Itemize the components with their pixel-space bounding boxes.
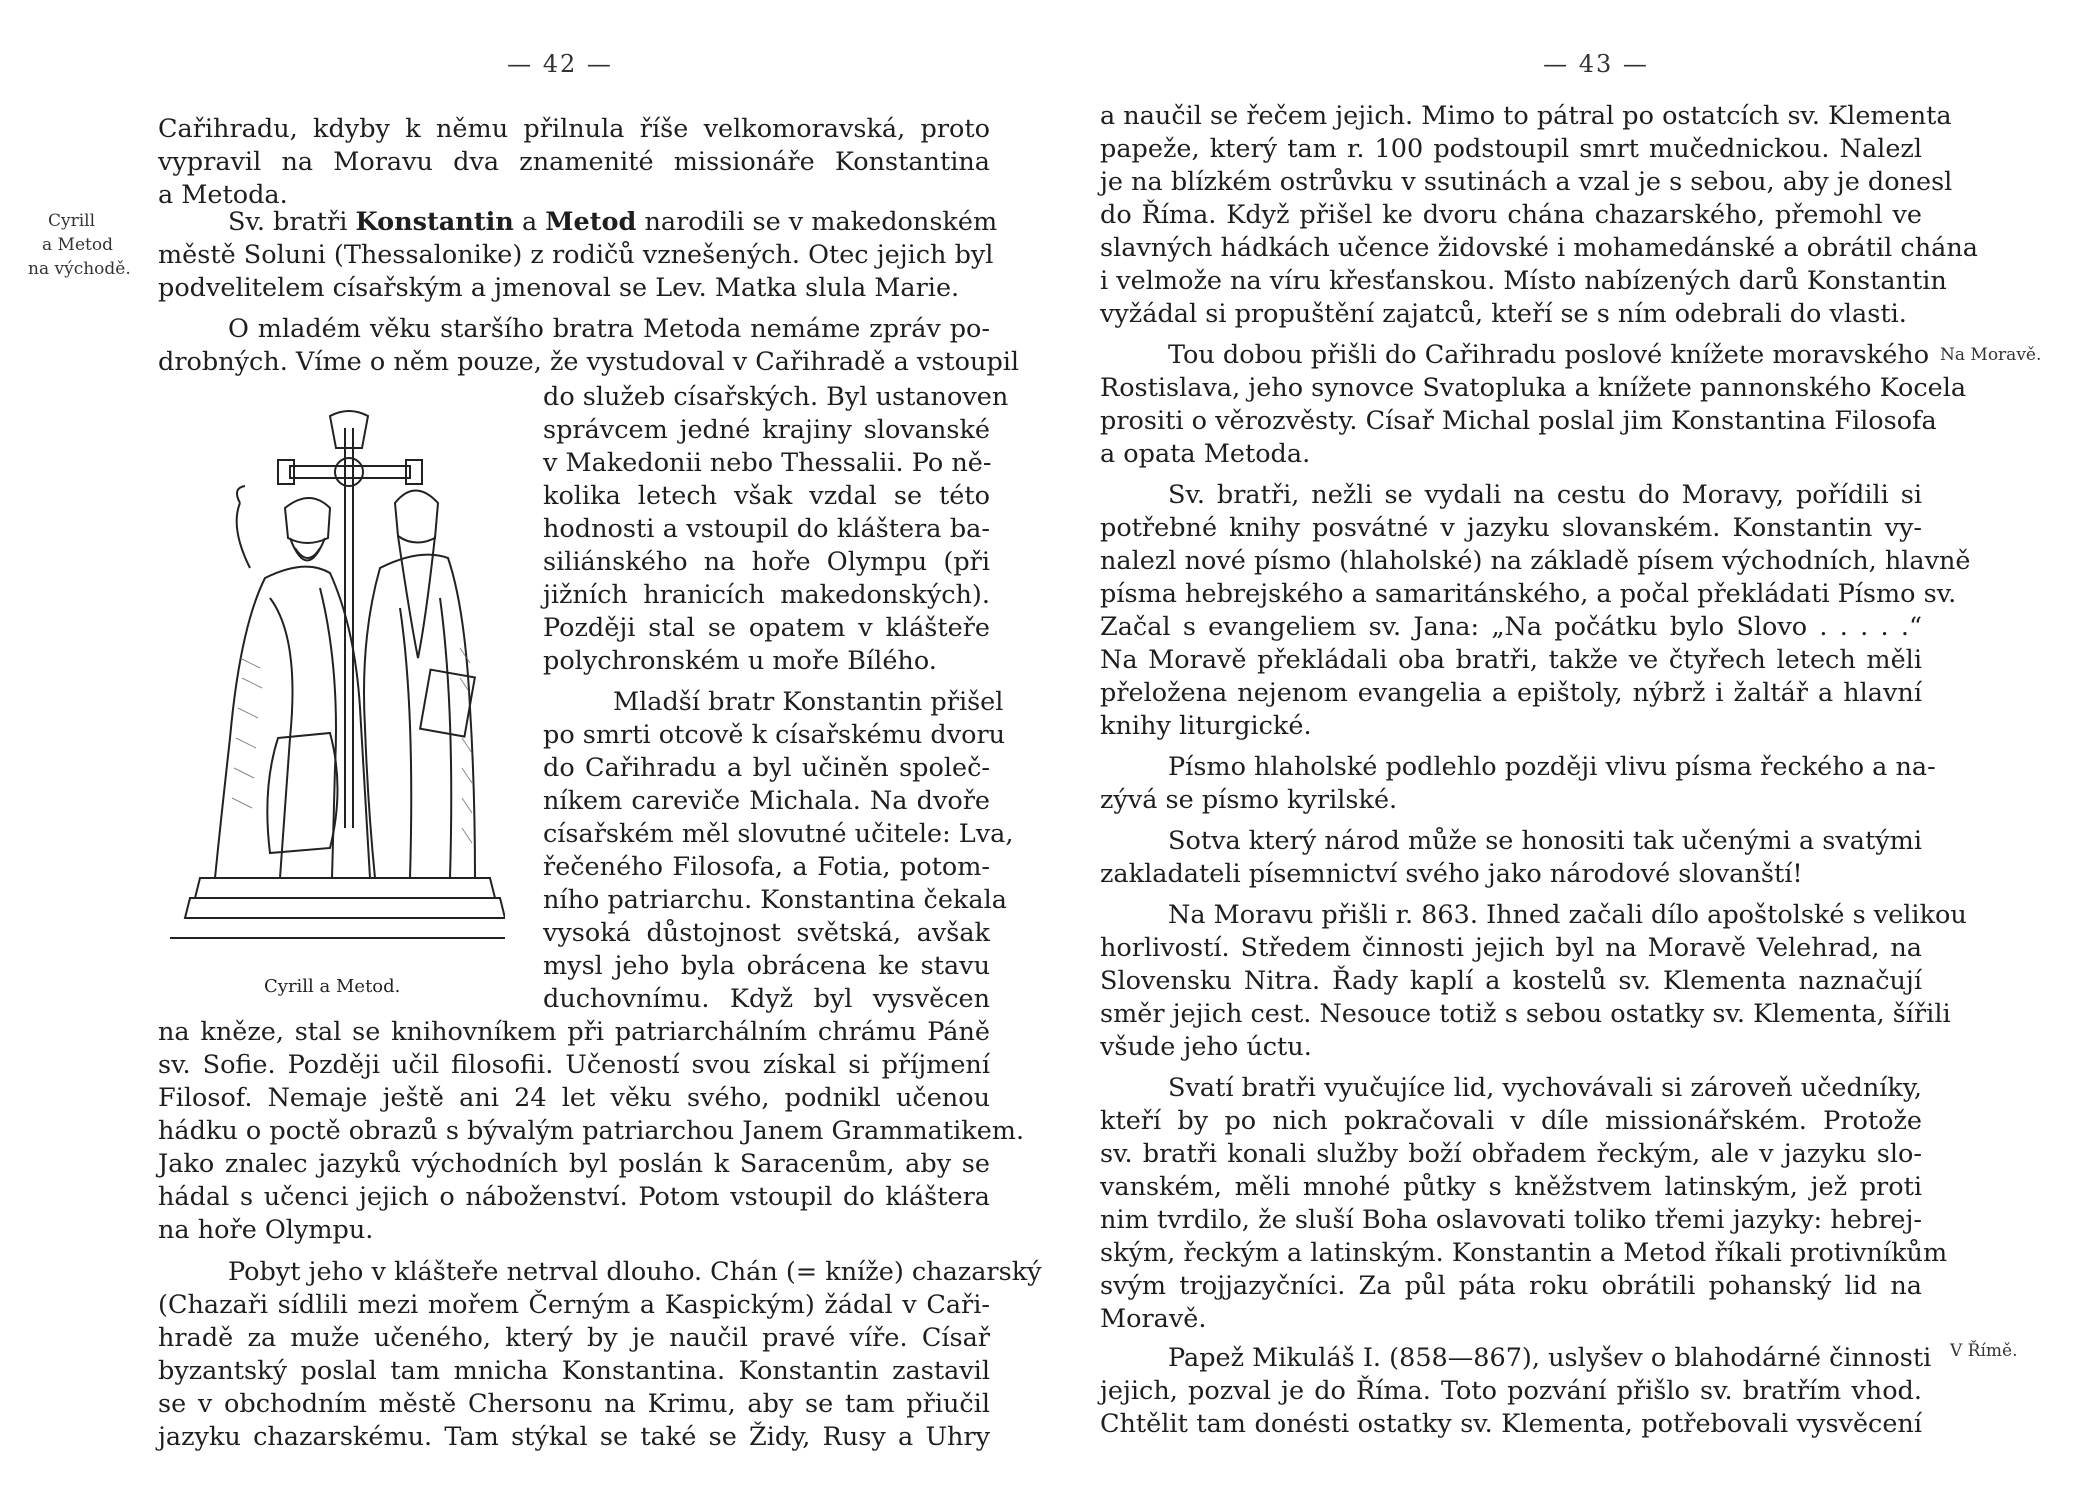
text-line: se v obchodním městě Chersonu na Krimu, aby se tam přiučil [158, 1389, 990, 1419]
page-number-left: — 42 — [507, 50, 613, 78]
text-line: Moravě. [1100, 1304, 1207, 1334]
text-line: správcem jedné krajiny slovanské [543, 415, 990, 445]
cyrill-metod-statue-illustration [170, 408, 505, 948]
text-line: Jako znalec jazyků východních byl poslán k Saracenům, aby se [158, 1149, 990, 1179]
text-line: písma hebrejského a samaritánského, a počal překládati Písmo sv. [1100, 579, 1957, 609]
text-line: sv. Sofie. Později učil filosofii. Učeností svou získal si příjmení [158, 1050, 990, 1080]
name-metod: Metod [545, 207, 637, 237]
text-line: hradě za muže učeného, který by je naučil pravé víře. Císař [158, 1323, 990, 1353]
text-line: jižních hranicích makedonských). [543, 580, 990, 610]
text-line: Filosof. Nemaje ještě ani 24 let věku svého, podnikl učenou [158, 1083, 990, 1113]
text-line: a opata Metoda. [1100, 439, 1311, 469]
text-line: byzantský poslal tam mnicha Konstantina. Konstantin zastavil [158, 1356, 990, 1386]
text-line: kolika letech však vzdal se této [543, 481, 990, 511]
text-line: i velmože na víru křesťanskou. Místo nabízených darů Konstantin [1100, 266, 1947, 296]
text-line: Sotva který národ může se honositi tak učenými a svatými [1168, 826, 1922, 856]
text-line: Chtělit tam donésti ostatky sv. Klementa, potřebovali vysvěcení [1100, 1409, 1922, 1439]
text-line: kteří by po nich pokračovali v díle missionářském. Protože [1100, 1106, 1922, 1136]
name-konstantin: Konstantin [355, 207, 514, 237]
text-line: svým trojjazyčníci. Za půl páta roku obrátili pohanský lid na [1100, 1271, 1922, 1301]
text-line: Tou dobou přišli do Cařihradu poslové knížete moravského [1168, 340, 1930, 370]
text-line: Svatí bratři vyučujíce lid, vychovávali si zároveň učedníky, [1168, 1073, 1922, 1103]
text-line: do Říma. Když přišel ke dvoru chána chazarského, přemohl ve [1100, 200, 1922, 230]
text-line: městě Soluni (Thessalonike) z rodičů vznešených. Otec jejich byl [158, 240, 994, 270]
margin-note-2: a Metod [42, 235, 113, 255]
text-line: do služeb císařských. Byl ustanoven [543, 382, 1009, 412]
text-line: slavných hádkách učence židovské i mohamedánské a obrátil chána [1100, 233, 1978, 263]
text-line: je na blízkém ostrůvku v ssutinách a vzal je s sebou, aby je donesl [1100, 167, 1953, 197]
text-line: v Makedonii nebo Thessalii. Po ně- [543, 448, 992, 478]
figure-caption: Cyrill a Metod. [264, 976, 401, 997]
text-line: Papež Mikuláš I. (858—867), uslyšev o blahodárné činnosti [1168, 1343, 1932, 1373]
text-line: podvelitelem císařským a jmenoval se Lev. Matka slula Marie. [158, 273, 960, 303]
text-line: a naučil se řečem jejich. Mimo to pátral po ostatcích sv. Klementa [1100, 101, 1952, 131]
text-line: a Metoda. [158, 180, 288, 210]
text-line: jejich, pozval je do Říma. Toto pozvání přišlo sv. bratřím vhod. [1100, 1376, 1922, 1406]
text-line: zakladateli písemnictví svého jako národové slovanští! [1100, 859, 1803, 889]
text-line: siliánského na hoře Olympu (při [543, 547, 990, 577]
text-line: vyžádal si propuštění zajatců, kteří se s ním odebrali do vlasti. [1100, 299, 1907, 329]
text-line: horlivostí. Středem činnosti jejich byl na Moravě Velehrad, na [1100, 933, 1922, 963]
text-line: hádal s učenci jejich o náboženství. Potom vstoupil do kláštera [158, 1182, 990, 1212]
text-line: mysl jeho byla obrácena ke stavu [543, 951, 990, 981]
text-line: vysoká důstojnost světská, avšak [543, 918, 990, 948]
text-line: Slovensku Nitra. Řady kaplí a kostelů sv. Klementa naznačují [1100, 966, 1922, 996]
text-line: nim tvrdilo, že sluší Boha oslavovati toliko třemi jazyky: hebrej- [1100, 1205, 1922, 1235]
text-line: prositi o věrozvěsty. Císař Michal poslal jim Konstantina Filosofa [1100, 406, 1937, 436]
text-line: hádku o poctě obrazů s bývalým patriarchou Janem Grammatikem. [158, 1116, 1025, 1146]
text-line: na kněze, stal se knihovníkem při patriarchálním chrámu Páně [158, 1017, 990, 1047]
text-line: ního patriarchu. Konstantina čekala [543, 885, 1007, 915]
text-line: Mladší bratr Konstantin přišel [613, 687, 1004, 717]
margin-note-3: na východě. [28, 259, 131, 279]
text-line: zývá se písmo kyrilské. [1100, 785, 1398, 815]
page-number-right: — 43 — [1543, 50, 1649, 78]
text-line: Pobyt jeho v klášteře netrval dlouho. Chán (= kníže) chazarský [228, 1257, 1042, 1287]
text-line: papeže, který tam r. 100 podstoupil smrt mučednickou. Nalezl [1100, 134, 1922, 164]
margin-note-na-morave: Na Moravě. [1940, 345, 2042, 365]
p2-intro: Sv. bratři [228, 207, 348, 237]
text-line: knihy liturgické. [1100, 711, 1312, 741]
text-line: řečeného Filosofa, a Fotia, potom- [543, 852, 990, 882]
margin-note-1: Cyrill [48, 211, 96, 231]
text-line: potřebné knihy posvátné v jazyku slovanském. Konstantin vy- [1100, 513, 1922, 543]
p2-and: a [521, 207, 538, 237]
text-line: všude jeho úctu. [1100, 1032, 1312, 1062]
text-line: Cařihradu, kdyby k němu přilnula říše velkomoravská, proto [158, 114, 990, 144]
text-line: Začal s evangeliem sv. Jana: „Na počátku bylo Slovo . . . . .“ [1100, 612, 1922, 642]
margin-note-v-rime: V Římě. [1950, 1341, 2018, 1361]
text-line: do Cařihradu a byl učiněn společ- [543, 753, 990, 783]
text-line: sv. bratři konali služby boží obřadem řeckým, ale v jazyku slo- [1100, 1139, 1922, 1169]
text-line: vypravil na Moravu dva znamenité missionáře Konstantina [158, 147, 990, 177]
text-line: nalezl nové písmo (hlaholské) na základě písem východních, hlavně [1100, 546, 1971, 576]
text-line: polychronském u moře Bílého. [543, 646, 937, 676]
text-line: přeložena nejenom evangelia a epištoly, nýbrž i žaltář a hlavní [1100, 678, 1922, 708]
text-line: Sv. bratři, nežli se vydali na cestu do Moravy, pořídili si [1168, 480, 1922, 510]
text-line: na hoře Olympu. [158, 1215, 374, 1245]
text-line: císařském měl slovutné učitele: Lva, [543, 819, 1014, 849]
text-line: níkem careviče Michala. Na dvoře [543, 786, 990, 816]
text-line: jazyku chazarskému. Tam stýkal se také se Židy, Rusy a Uhry [158, 1422, 990, 1452]
text-line: drobných. Víme o něm pouze, že vystudoval v Cařihradě a vstoupil [158, 347, 1020, 377]
text-line: Na Moravě překládali oba bratři, takže ve čtyřech letech měli [1100, 645, 1922, 675]
p2-rest: narodili se v makedonském [644, 207, 998, 237]
text-line: vanském, měli mnohé půtky s kněžstvem latinským, jež proti [1100, 1172, 1922, 1202]
text-line-with-names [158, 206, 998, 239]
text-line: Písmo hlaholské podlehlo později vlivu písma řeckého a na- [1168, 752, 1936, 782]
text-line: hodnosti a vstoupil do kláštera ba- [543, 514, 990, 544]
text-line: Rostislava, jeho synovce Svatopluka a knížete pannonského Kocela [1100, 373, 1967, 403]
text-line: ským, řeckým a latinským. Konstantin a Metod říkali protivníkům [1100, 1238, 1948, 1268]
text-line: duchovnímu. Když byl vysvěcen [543, 984, 990, 1014]
text-line: směr jejich cest. Nesouce totiž s sebou ostatky sv. Klementa, šířili [1100, 999, 1951, 1029]
text-line: (Chazaři sídlili mezi mořem Černým a Kaspickým) žádal v Caři- [158, 1290, 990, 1320]
text-line: po smrti otcově k císařskému dvoru [543, 720, 1006, 750]
text-line: Později stal se opatem v klášteře [543, 613, 990, 643]
text-line: O mladém věku staršího bratra Metoda nemáme zpráv po- [228, 314, 990, 344]
text-line: Na Moravu přišli r. 863. Ihned začali dílo apoštolské s velikou [1168, 900, 1967, 930]
